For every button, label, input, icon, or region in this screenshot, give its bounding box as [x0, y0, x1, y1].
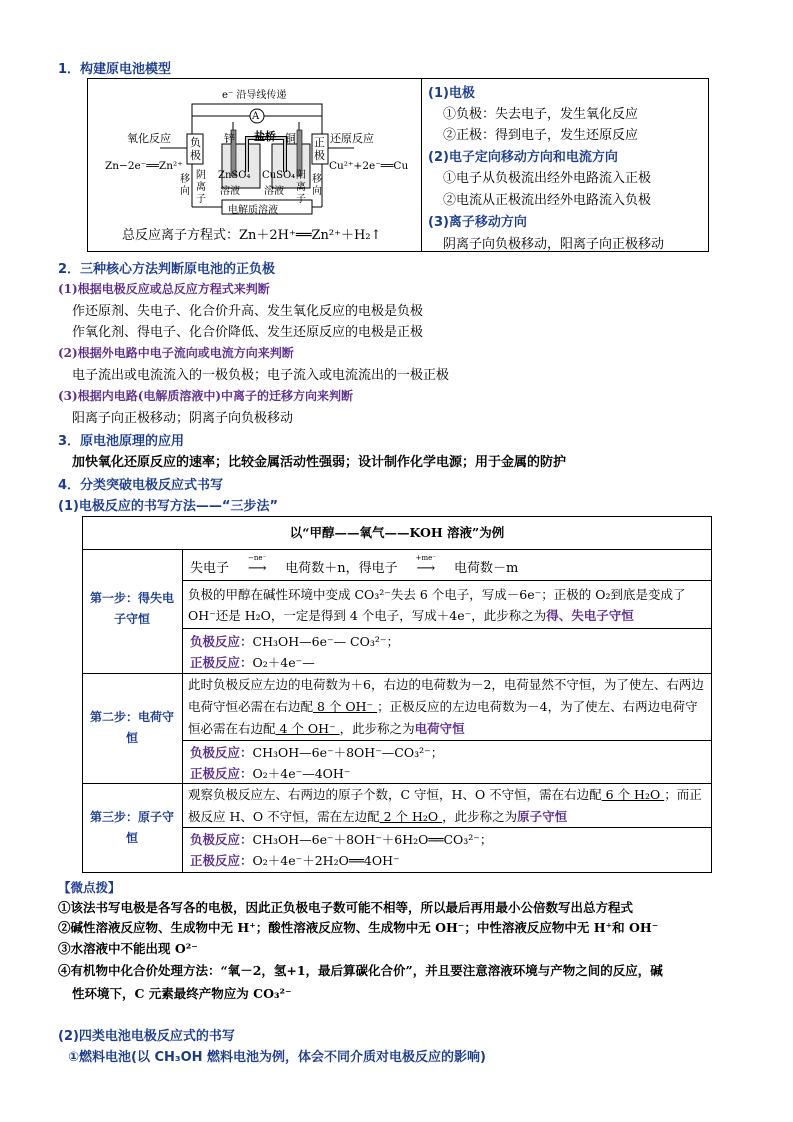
- step-1-text: [188, 584, 708, 626]
- electron-flow-label: e⁻ 沿导线传递: [222, 90, 287, 101]
- section-3-heading: 3．原电池原理的应用: [58, 434, 185, 449]
- pos-label: 正极反应：: [190, 766, 253, 781]
- cuso4-solution-label: 溶液: [264, 186, 284, 197]
- negative-electrode-label: 负极: [190, 136, 201, 162]
- method-3-heading: (3)根据内电路(电解质溶液中)中离子的迁移方向来判断: [58, 389, 354, 403]
- step-3-text: [188, 784, 708, 828]
- ammeter-label: A: [252, 111, 260, 122]
- electrolyte-label: 电解质溶液: [228, 205, 278, 216]
- neg-eq: CH₃OH—6e⁻＋8OH⁻＋6H₂O══CO₃²⁻；: [252, 832, 493, 847]
- tip-title: 【微点拨】: [58, 880, 121, 895]
- method-2-heading: (2)根据外电路中电子流向或电流方向来判断: [58, 346, 294, 360]
- ion-movement-heading: (3)离子移动方向: [428, 215, 527, 230]
- plus-me-label: +me⁻: [415, 554, 436, 562]
- pos-eq: O₂＋4e⁻—: [252, 655, 315, 670]
- table-line: [182, 580, 712, 581]
- copper-label: 铜: [285, 132, 296, 145]
- step-2-text: [188, 674, 708, 740]
- step-2-desc-b: ；正极反应的左边电荷数为－4，为了使左、右两边电荷守恒必需在右边配: [188, 699, 698, 736]
- step-2-tag: 电荷守恒: [414, 721, 465, 736]
- oxidation-label: 氧化反应: [127, 132, 171, 145]
- electron-flow-text: ①电子从负极流出经外电路流入正极: [443, 171, 652, 186]
- right-move-label: 移向: [312, 174, 322, 197]
- step-3-desc-c: ，此步称之为: [442, 809, 518, 824]
- neg-label: 负极反应：: [190, 832, 253, 847]
- section-4-heading: 4．分类突破电极反应式书写: [58, 478, 224, 493]
- fuel-cell-heading: ①燃料电池(以 CH₃OH 燃料电池为例，体会不同介质对电极反应的影响): [68, 1050, 486, 1065]
- tip-4: ④有机物中化合价处理方法：“氧－2，氢+1，最后算碳化合价”，并且要注意溶液环境与产物之间的反应，碱: [58, 963, 663, 978]
- neg-eq: CH₃OH—6e⁻— CO₃²⁻；: [252, 634, 399, 649]
- pos-label: 正极反应：: [190, 655, 253, 670]
- salt-bridge-label: 盐桥: [254, 130, 276, 143]
- table-line: [182, 740, 712, 741]
- box-divider: [421, 78, 422, 252]
- step-3-negative: [190, 830, 492, 848]
- step-1-label: 第一步：得失电子守恒: [89, 591, 174, 626]
- charge-plus-n-text: 电荷数＋n，得电子: [285, 561, 398, 576]
- step-2-blank-1: 8 个 OH⁻: [313, 699, 378, 714]
- positive-electrode-text: ②正极：得到电子，发生还原反应: [443, 128, 639, 143]
- pos-eq: O₂＋4e⁻＋2H₂O══4OH⁻: [252, 853, 400, 868]
- method-2-text: 电子流出或电流流入的一极负极；电子流入或电流流出的一极正极: [72, 368, 450, 383]
- three-step-heading: (1)电极反应的书写方法——“三步法”: [58, 499, 279, 514]
- anion-label: 阴离子: [196, 170, 206, 205]
- step-3-tag: 原子守恒: [517, 809, 568, 824]
- step-2-label: 第二步：电荷守恒: [89, 710, 174, 745]
- tip-2: ②碱性溶液反应物、生成物中无 H⁺；酸性溶液反应物、生成物中无 OH⁻；中性溶液反应物中无 H⁺和 OH⁻: [58, 920, 659, 935]
- step-3-positive: [190, 851, 400, 869]
- step-2-desc-a: 此时负极反应左边的电荷数为＋6，右边的电荷数为－2，电荷显然不守恒，为了使左、右两边电荷守恒必需在右边配: [188, 677, 704, 714]
- tip-4-cont: 性环境下，C 元素最终产物应为 CO₃²⁻: [72, 986, 292, 1001]
- step-3-desc-b: ；而正极反应 H、O 不守恒，需在左边配: [188, 787, 702, 824]
- section-2-heading: 2．三种核心方法判断原电池的正负极: [58, 262, 276, 277]
- minus-ne-arrow: −ne⁻ ⟶: [233, 561, 281, 576]
- pos-eq: O₂＋4e⁻—4OH⁻: [252, 766, 351, 781]
- step-3-desc-a: 观察负极反应左、右两边的原子个数，C 守恒，H、O 不守恒，需在右边配: [188, 787, 602, 802]
- four-battery-heading: (2)四类电池电极反应式的书写: [58, 1029, 235, 1044]
- ion-movement-text: 阴离子向负极移动，阳离子向正极移动: [443, 237, 665, 252]
- intro-row-content: [190, 554, 519, 576]
- step-2-negative: [190, 743, 443, 761]
- neg-label: 负极反应：: [190, 745, 253, 760]
- table-line: [182, 628, 712, 629]
- positive-electrode-label: 正极: [314, 136, 325, 162]
- electron-direction-heading: (2)电子定向移动方向和电流方向: [428, 150, 618, 165]
- electrode-heading: (1)电极: [428, 86, 475, 101]
- method-1-heading: (1)根据电极反应或总反应方程式来判断: [58, 282, 270, 296]
- step-1-desc: 负极的甲醇在碱性环境中变成 CO₃²⁻失去 6 个电子，写成－6e⁻；正极的 O₂到底是变成了 OH⁻还是 H₂O，一定是得到 4 个电子，写成＋4e⁻，此步称之为: [188, 587, 686, 623]
- pos-label: 正极反应：: [190, 853, 253, 868]
- plus-me-arrow: +me⁻ ⟶: [402, 561, 450, 576]
- method-1-text-a: 作还原剂、失电子、化合价升高、发生氧化反应的电极是负极: [72, 304, 424, 319]
- cation-label: 阳离子: [296, 170, 306, 205]
- step-1-positive: [190, 653, 315, 671]
- step-1-tag: 得、失电子守恒: [546, 608, 634, 623]
- current-flow-text: ②电流从正极流出经外电路流入负极: [443, 193, 652, 208]
- table-line: [82, 549, 712, 550]
- step-3-blank-2: 2 个 H₂O: [379, 809, 443, 824]
- negative-electrode-text: ①负极：失去电子，发生氧化反应: [443, 107, 639, 122]
- znso4-label: ZnSO₄: [218, 170, 251, 181]
- table-vline: [182, 549, 183, 873]
- application-text: 加快氧化还原反应的速率；比较金属活动性强弱；设计制作化学电源；用于金属的防护: [72, 455, 567, 470]
- step-2-desc-c: ，此步称之为: [339, 721, 415, 736]
- reduction-label: 还原反应: [330, 132, 374, 145]
- neg-label: 负极反应：: [190, 634, 253, 649]
- section-1-heading: 1．构建原电池模型: [58, 62, 172, 77]
- zinc-label: 锌: [224, 132, 235, 145]
- lose-electron-text: 失电子: [190, 561, 230, 576]
- cathode-equation: Cu²⁺+2e⁻══Cu: [329, 160, 409, 172]
- step-2-blank-2: 4 个 OH⁻: [275, 721, 340, 736]
- left-move-label: 移向: [180, 174, 190, 197]
- charge-minus-m-text: 电荷数－m: [453, 561, 519, 576]
- tip-1: ①该法书写电极是各写各的电极，因此正负极电子数可能不相等，所以最后再用最小公倍数写出总方程式: [58, 900, 634, 915]
- total-equation: 总反应离子方程式：Zn＋2H⁺══Zn²⁺＋H₂↑: [122, 228, 382, 243]
- anode-equation: Zn−2e⁻══Zn²⁺: [105, 160, 183, 172]
- cuso4-label: CuSO₄: [262, 170, 296, 181]
- step-2-positive: [190, 764, 350, 782]
- tip-3: ③水溶液中不能出现 O²⁻: [58, 941, 198, 956]
- minus-ne-label: −ne⁻: [248, 554, 267, 562]
- table-title: 以“甲醇——氧气——KOH 溶液”为例: [289, 525, 505, 540]
- neg-eq: CH₃OH—6e⁻＋8OH⁻—CO₃²⁻；: [252, 745, 444, 760]
- step-3-blank-1: 6 个 H₂O: [601, 787, 665, 802]
- step-3-label: 第三步：原子守恒: [89, 810, 174, 845]
- method-1-text-b: 作氧化剂、得电子、化合价降低、发生还原反应的电极是正极: [72, 325, 424, 340]
- step-1-negative: [190, 632, 399, 650]
- method-3-text: 阳离子向正极移动；阴离子向负极移动: [72, 411, 294, 426]
- znso4-solution-label: 溶液: [220, 186, 240, 197]
